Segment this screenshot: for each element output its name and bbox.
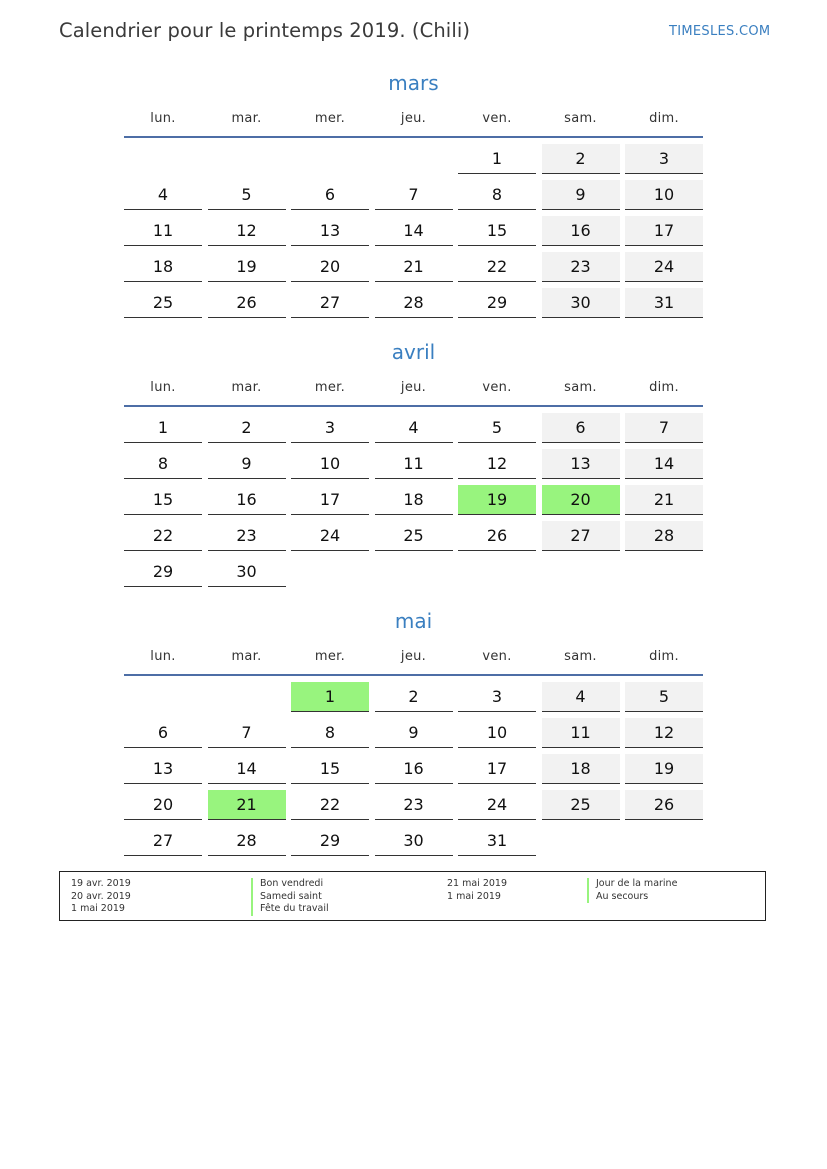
day-cell[interactable]: 23 bbox=[208, 521, 286, 551]
day-cell[interactable]: 10 bbox=[458, 718, 536, 748]
day-cell[interactable]: 15 bbox=[458, 216, 536, 246]
legend-holiday-name: Bon vendredi bbox=[251, 878, 323, 891]
day-cell[interactable]: 19 bbox=[208, 252, 286, 282]
legend-date: 1 mai 2019 bbox=[71, 903, 125, 914]
header-rule bbox=[124, 136, 703, 138]
day-cell[interactable]: 16 bbox=[375, 754, 453, 784]
day-cell[interactable]: 8 bbox=[124, 449, 202, 479]
weekday-header: mar. bbox=[231, 380, 262, 395]
legend-date: 21 mai 2019 bbox=[447, 878, 508, 889]
day-cell[interactable]: 30 bbox=[375, 826, 453, 856]
day-cell[interactable]: 2 bbox=[542, 144, 620, 174]
day-cell[interactable]: 11 bbox=[124, 216, 202, 246]
day-cell[interactable]: 10 bbox=[625, 180, 703, 210]
day-cell[interactable]: 22 bbox=[124, 521, 202, 551]
weekday-header: lun. bbox=[150, 649, 176, 664]
day-cell[interactable]: 13 bbox=[542, 449, 620, 479]
day-cell[interactable]: 11 bbox=[375, 449, 453, 479]
day-cell[interactable]: 7 bbox=[208, 718, 286, 748]
day-cell[interactable]: 14 bbox=[625, 449, 703, 479]
day-cell[interactable]: 9 bbox=[542, 180, 620, 210]
legend-holiday-name: Fête du travail bbox=[251, 903, 329, 916]
site-link[interactable]: TIMESLES.COM bbox=[669, 24, 771, 39]
day-cell[interactable]: 14 bbox=[375, 216, 453, 246]
month-name: mars bbox=[388, 71, 439, 95]
weekday-header: mar. bbox=[231, 649, 262, 664]
weekday-header: ven. bbox=[482, 380, 512, 395]
day-cell[interactable]: 24 bbox=[458, 790, 536, 820]
month-name: avril bbox=[391, 340, 436, 364]
day-cell[interactable]: 28 bbox=[208, 826, 286, 856]
day-cell[interactable]: 21 bbox=[208, 790, 286, 820]
day-cell[interactable]: 7 bbox=[375, 180, 453, 210]
day-cell[interactable]: 17 bbox=[291, 485, 369, 515]
day-cell[interactable]: 18 bbox=[542, 754, 620, 784]
day-cell[interactable]: 16 bbox=[208, 485, 286, 515]
legend-holiday-name: Au secours bbox=[587, 891, 648, 904]
day-cell[interactable]: 24 bbox=[291, 521, 369, 551]
day-cell[interactable]: 24 bbox=[625, 252, 703, 282]
day-cell[interactable]: 18 bbox=[375, 485, 453, 515]
day-cell[interactable]: 28 bbox=[375, 288, 453, 318]
weekday-header: sam. bbox=[564, 380, 597, 395]
month-name: mai bbox=[394, 609, 433, 633]
legend-date: 19 avr. 2019 bbox=[71, 878, 131, 889]
day-cell[interactable]: 1 bbox=[124, 413, 202, 443]
day-cell[interactable]: 23 bbox=[375, 790, 453, 820]
day-cell[interactable]: 26 bbox=[208, 288, 286, 318]
weekday-header: sam. bbox=[564, 111, 597, 126]
day-cell[interactable]: 13 bbox=[291, 216, 369, 246]
day-cell[interactable]: 22 bbox=[291, 790, 369, 820]
day-cell[interactable]: 19 bbox=[625, 754, 703, 784]
weekday-header: mer. bbox=[314, 380, 346, 395]
day-cell[interactable]: 17 bbox=[458, 754, 536, 784]
day-cell[interactable]: 30 bbox=[542, 288, 620, 318]
day-cell[interactable]: 6 bbox=[291, 180, 369, 210]
day-cell[interactable]: 22 bbox=[458, 252, 536, 282]
weekday-header: mer. bbox=[314, 649, 346, 664]
day-cell[interactable]: 20 bbox=[291, 252, 369, 282]
weekday-header: jeu. bbox=[400, 649, 427, 664]
day-cell[interactable]: 3 bbox=[625, 144, 703, 174]
day-cell[interactable]: 15 bbox=[124, 485, 202, 515]
day-cell[interactable]: 31 bbox=[458, 826, 536, 856]
weekday-header: ven. bbox=[482, 111, 512, 126]
legend-date: 20 avr. 2019 bbox=[71, 890, 131, 902]
weekday-header: jeu. bbox=[400, 380, 427, 395]
day-cell[interactable]: 18 bbox=[124, 252, 202, 282]
day-cell[interactable]: 29 bbox=[291, 826, 369, 856]
day-cell[interactable]: 21 bbox=[625, 485, 703, 515]
day-cell[interactable]: 3 bbox=[291, 413, 369, 443]
day-cell[interactable]: 6 bbox=[542, 413, 620, 443]
header-rule bbox=[124, 405, 703, 407]
day-cell[interactable]: 26 bbox=[625, 790, 703, 820]
day-cell[interactable]: 14 bbox=[208, 754, 286, 784]
day-cell[interactable]: 20 bbox=[542, 485, 620, 515]
day-cell[interactable]: 29 bbox=[124, 557, 202, 587]
weekday-header: ven. bbox=[482, 649, 512, 664]
day-cell[interactable]: 10 bbox=[291, 449, 369, 479]
day-cell[interactable]: 31 bbox=[625, 288, 703, 318]
day-cell[interactable]: 2 bbox=[208, 413, 286, 443]
legend-holiday-name: Jour de la marine bbox=[587, 878, 677, 891]
weekday-header: lun. bbox=[150, 111, 176, 126]
day-cell[interactable]: 30 bbox=[208, 557, 286, 587]
day-cell[interactable]: 7 bbox=[625, 413, 703, 443]
header-rule bbox=[124, 674, 703, 676]
day-cell[interactable]: 25 bbox=[124, 288, 202, 318]
holiday-legend bbox=[59, 871, 766, 921]
day-cell[interactable]: 2 bbox=[375, 682, 453, 712]
day-cell[interactable]: 1 bbox=[458, 144, 536, 174]
day-cell[interactable]: 3 bbox=[458, 682, 536, 712]
day-cell[interactable]: 9 bbox=[375, 718, 453, 748]
day-cell[interactable]: 25 bbox=[375, 521, 453, 551]
day-cell[interactable]: 20 bbox=[124, 790, 202, 820]
day-cell[interactable]: 16 bbox=[542, 216, 620, 246]
day-cell[interactable]: 8 bbox=[458, 180, 536, 210]
weekday-header: lun. bbox=[150, 380, 176, 395]
day-cell[interactable]: 5 bbox=[625, 682, 703, 712]
weekday-header: dim. bbox=[649, 111, 679, 126]
page-title: Calendrier pour le printemps 2019. (Chili) bbox=[59, 19, 471, 42]
day-cell[interactable]: 12 bbox=[458, 449, 536, 479]
day-cell[interactable]: 23 bbox=[542, 252, 620, 282]
day-cell[interactable]: 13 bbox=[124, 754, 202, 784]
day-cell[interactable]: 8 bbox=[291, 718, 369, 748]
day-cell[interactable]: 19 bbox=[458, 485, 536, 515]
day-cell[interactable]: 27 bbox=[124, 826, 202, 856]
day-cell[interactable]: 11 bbox=[542, 718, 620, 748]
day-cell[interactable]: 15 bbox=[291, 754, 369, 784]
day-cell[interactable]: 12 bbox=[208, 216, 286, 246]
weekday-header: sam. bbox=[564, 649, 597, 664]
legend-date: 1 mai 2019 bbox=[447, 890, 501, 902]
day-cell[interactable]: 5 bbox=[458, 413, 536, 443]
day-cell[interactable]: 26 bbox=[458, 521, 536, 551]
day-cell[interactable]: 21 bbox=[375, 252, 453, 282]
day-cell[interactable]: 29 bbox=[458, 288, 536, 318]
day-cell[interactable]: 12 bbox=[625, 718, 703, 748]
day-cell[interactable]: 28 bbox=[625, 521, 703, 551]
day-cell[interactable]: 4 bbox=[542, 682, 620, 712]
legend-holiday-name: Samedi saint bbox=[251, 891, 322, 904]
day-cell[interactable]: 27 bbox=[542, 521, 620, 551]
weekday-header: jeu. bbox=[400, 111, 427, 126]
weekday-header: mer. bbox=[314, 111, 346, 126]
day-cell[interactable]: 17 bbox=[625, 216, 703, 246]
weekday-header: dim. bbox=[649, 649, 679, 664]
day-cell[interactable]: 9 bbox=[208, 449, 286, 479]
day-cell[interactable]: 1 bbox=[291, 682, 369, 712]
day-cell[interactable]: 4 bbox=[375, 413, 453, 443]
weekday-header: dim. bbox=[649, 380, 679, 395]
day-cell[interactable]: 27 bbox=[291, 288, 369, 318]
day-cell[interactable]: 6 bbox=[124, 718, 202, 748]
day-cell[interactable]: 4 bbox=[124, 180, 202, 210]
day-cell[interactable]: 5 bbox=[208, 180, 286, 210]
day-cell[interactable]: 25 bbox=[542, 790, 620, 820]
weekday-header: mar. bbox=[231, 111, 262, 126]
